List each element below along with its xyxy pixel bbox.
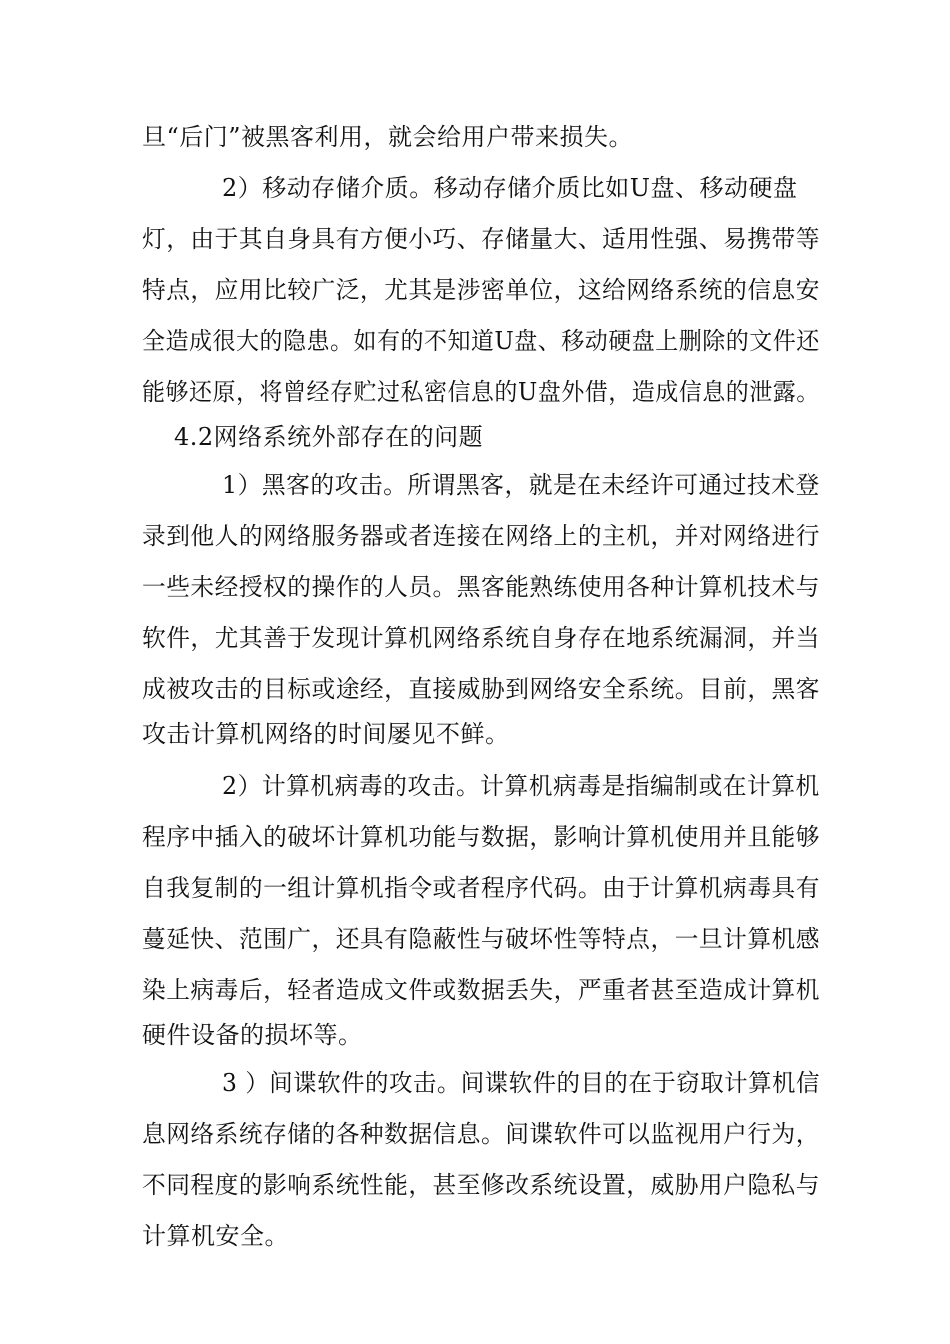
text-line: 录到他人的网络服务器或者连接在网络上的主机，并对网络进行 [142,522,820,550]
text-line: 2）计算机病毒的攻击。计算机病毒是指编制或在计算机 [222,772,820,800]
section-heading: 4.2网络系统外部存在的问题 [174,423,484,451]
text-line: 一些未经授权的操作的人员。黑客能熟练使用各种计算机技术与 [142,573,820,601]
text-line: 2）移动存储介质。移动存储介质比如U盘、移动硬盘 [222,174,798,202]
text-line: 1）黑客的攻击。所谓黑客，就是在未经许可通过技术登 [222,471,820,499]
text-line: 计算机安全。 [142,1222,289,1250]
text-line: 能够还原，将曾经存贮过私密信息的U盘外借，造成信息的泄露。 [142,378,820,406]
text-line: 旦“后门”被黑客利用，就会给用户带来损失。 [142,123,634,151]
text-line: 硬件设备的损坏等。 [142,1021,363,1049]
text-line: 3 ）间谍软件的攻击。间谍软件的目的在于窃取计算机信 [222,1069,820,1097]
text-line: 程序中插入的破坏计算机功能与数据，影响计算机使用并且能够 [142,823,820,851]
text-line: 蔓延快、范围广，还具有隐蔽性与破坏性等特点，一旦计算机感 [142,925,820,953]
text-line: 软件，尤其善于发现计算机网络系统自身存在地系统漏洞，并当 [142,624,820,652]
text-line: 特点，应用比较广泛，尤其是涉密单位，这给网络系统的信息安 [142,276,820,304]
text-line: 灯，由于其自身具有方便小巧、存储量大、适用性强、易携带等 [142,225,820,253]
text-line: 全造成很大的隐患。如有的不知道U盘、移动硬盘上删除的文件还 [142,327,820,355]
text-line: 息网络系统存储的各种数据信息。间谍软件可以监视用户行为， [142,1120,820,1148]
text-line: 攻击计算机网络的时间屡见不鲜。 [142,720,510,748]
text-line: 不同程度的影响系统性能，甚至修改系统设置，威胁用户隐私与 [142,1171,820,1199]
text-line: 染上病毒后，轻者造成文件或数据丢失，严重者甚至造成计算机 [142,976,820,1004]
text-line: 成被攻击的目标或途经，直接威胁到网络安全系统。目前，黑客 [142,675,820,703]
text-line: 自我复制的一组计算机指令或者程序代码。由于计算机病毒具有 [142,874,820,902]
